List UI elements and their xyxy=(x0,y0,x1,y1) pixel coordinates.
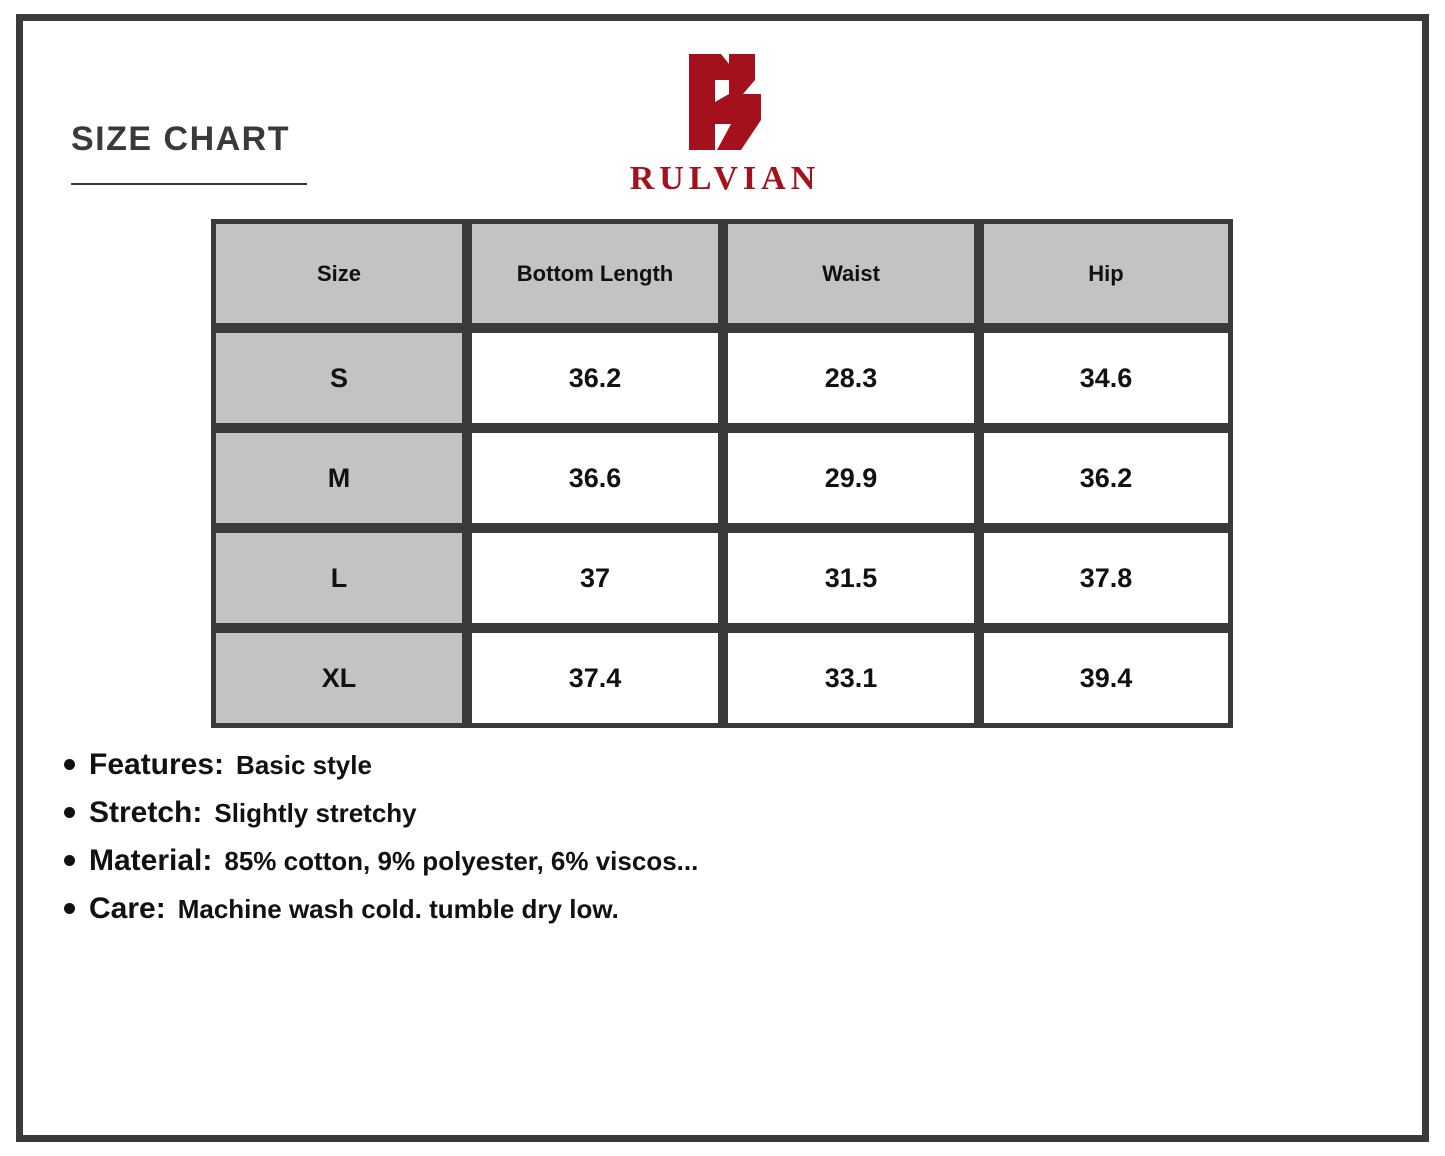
note-value: Slightly stretchy xyxy=(214,798,417,828)
cell-size: L xyxy=(211,528,467,628)
product-notes-list xyxy=(64,748,1264,940)
cell-waist: 31.5 xyxy=(723,528,979,628)
bullet-icon xyxy=(64,855,75,866)
cell-size: M xyxy=(211,428,467,528)
size-table-head xyxy=(211,219,1233,328)
note-label: Features: xyxy=(89,748,225,781)
note-label: Material: xyxy=(89,844,213,877)
note-value: Machine wash cold. tumble dry low. xyxy=(177,894,619,924)
brand-block xyxy=(600,50,850,198)
note-label: Stretch: xyxy=(89,796,203,829)
cell-bottom-length: 36.6 xyxy=(467,428,723,528)
column-header-hip: Hip xyxy=(979,219,1233,328)
title-divider xyxy=(71,183,307,185)
cell-waist: 33.1 xyxy=(723,628,979,728)
note-value: 85% cotton, 9% polyester, 6% viscos... xyxy=(224,846,699,876)
table-row xyxy=(211,628,1233,728)
page-title: SIZE CHART xyxy=(71,120,290,158)
list-item xyxy=(64,796,1264,830)
note-label: Care: xyxy=(89,892,166,925)
list-item xyxy=(64,892,1264,926)
note-value: Basic style xyxy=(236,750,372,780)
cell-hip: 34.6 xyxy=(979,328,1233,428)
cell-bottom-length: 37.4 xyxy=(467,628,723,728)
size-table xyxy=(211,219,1233,728)
column-header-waist: Waist xyxy=(723,219,979,328)
column-header-size: Size xyxy=(211,219,467,328)
table-row xyxy=(211,328,1233,428)
cell-hip: 37.8 xyxy=(979,528,1233,628)
cell-bottom-length: 37 xyxy=(467,528,723,628)
bullet-icon xyxy=(64,807,75,818)
cell-bottom-length: 36.2 xyxy=(467,328,723,428)
column-header-bottom-length: Bottom Length xyxy=(467,219,723,328)
cell-size: XL xyxy=(211,628,467,728)
table-header-row xyxy=(211,219,1233,328)
cell-waist: 28.3 xyxy=(723,328,979,428)
cell-waist: 29.9 xyxy=(723,428,979,528)
cell-size: S xyxy=(211,328,467,428)
bullet-icon xyxy=(64,903,75,914)
table-row xyxy=(211,428,1233,528)
size-table-body xyxy=(211,328,1233,728)
size-table-wrapper xyxy=(211,219,1233,728)
list-item xyxy=(64,844,1264,878)
brand-name: RULVIAN xyxy=(629,160,821,197)
table-row xyxy=(211,528,1233,628)
rulvian-r-logo-icon xyxy=(669,50,781,154)
list-item xyxy=(64,748,1264,782)
cell-hip: 39.4 xyxy=(979,628,1233,728)
bullet-icon xyxy=(64,759,75,770)
cell-hip: 36.2 xyxy=(979,428,1233,528)
